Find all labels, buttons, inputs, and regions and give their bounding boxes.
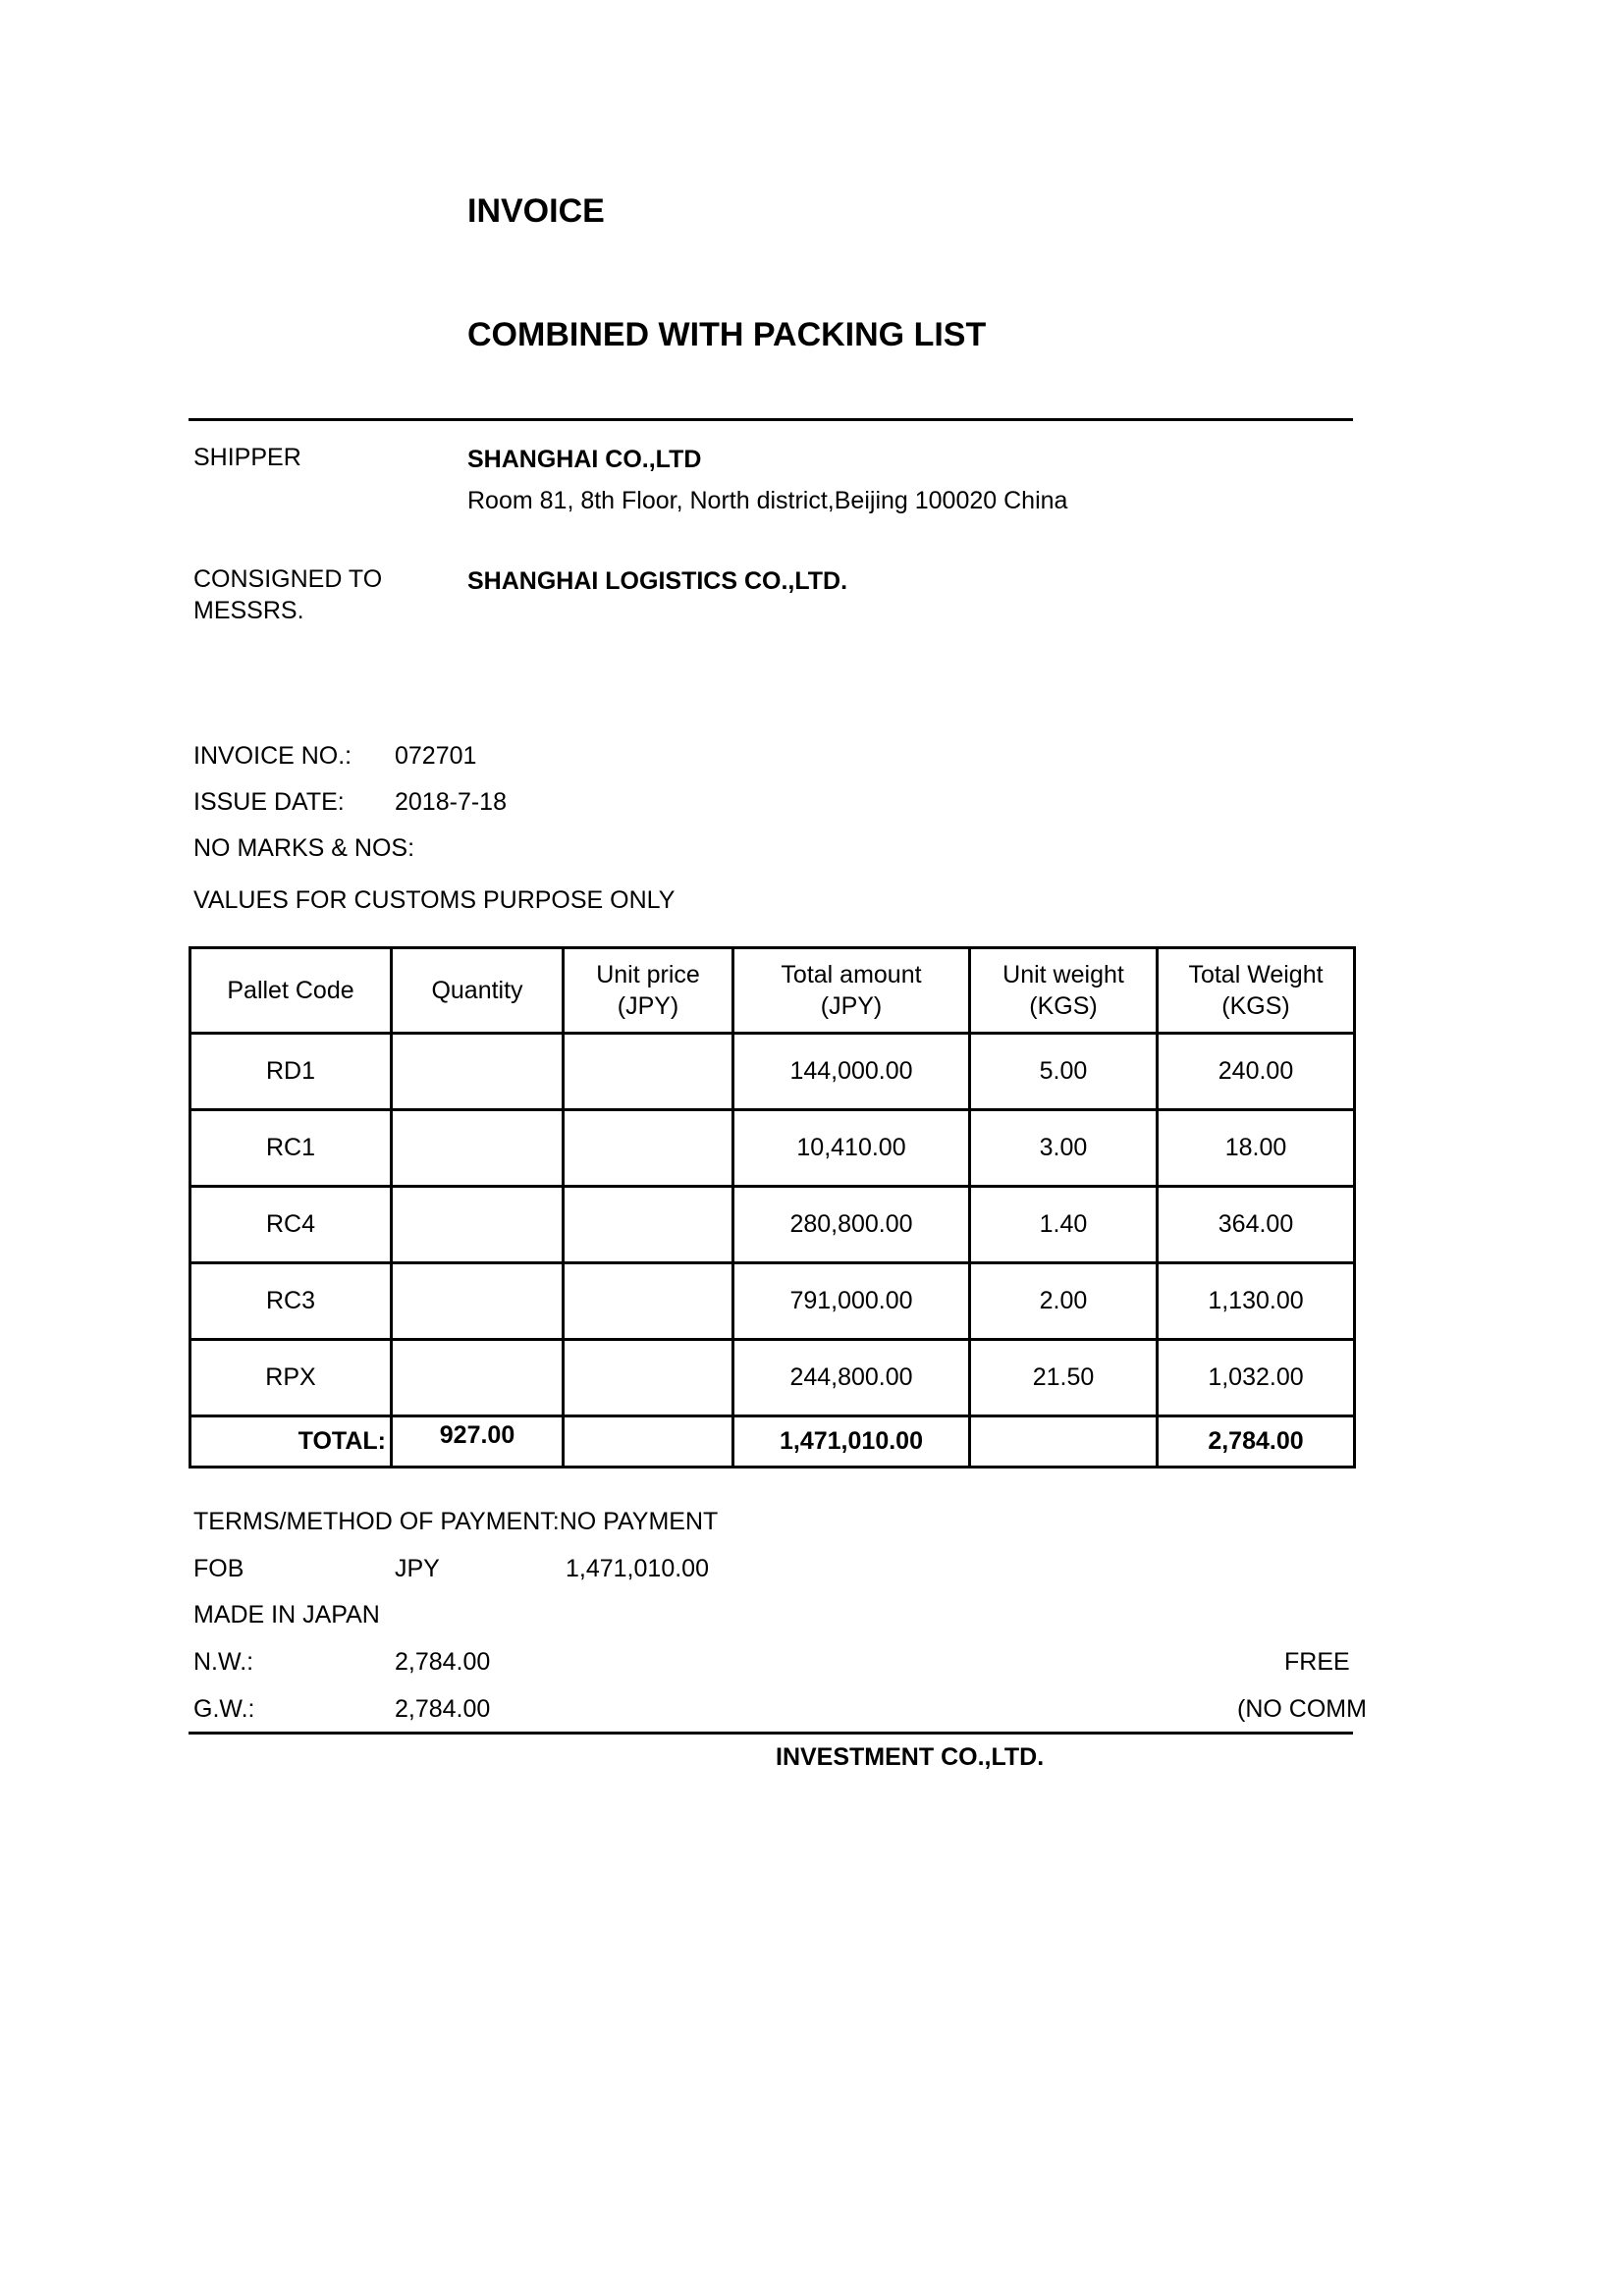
cell-quantity bbox=[392, 1340, 564, 1416]
total-amount: 1,471,010.00 bbox=[733, 1416, 970, 1468]
top-divider bbox=[189, 418, 1353, 421]
shipper-label: SHIPPER bbox=[193, 444, 301, 471]
document-subtitle: COMBINED WITH PACKING LIST bbox=[467, 316, 987, 353]
table-row bbox=[190, 1110, 1355, 1187]
gw-value: 2,784.00 bbox=[395, 1695, 491, 1723]
table-row bbox=[190, 1263, 1355, 1340]
consignee-label-line1: CONSIGNED TO bbox=[193, 565, 383, 593]
consignee-label-line2: MESSRS. bbox=[193, 597, 304, 624]
cell-unit-price bbox=[564, 1263, 733, 1340]
header-unit-weight: Unit weight (KGS) bbox=[970, 948, 1158, 1034]
customs-note: VALUES FOR CUSTOMS PURPOSE ONLY bbox=[193, 886, 676, 914]
issue-date-value: 2018-7-18 bbox=[395, 788, 507, 816]
nw-value: 2,784.00 bbox=[395, 1648, 491, 1676]
cell-unit-price bbox=[564, 1340, 733, 1416]
cell-unit-weight: 3.00 bbox=[970, 1110, 1158, 1187]
total-label: TOTAL: bbox=[190, 1416, 392, 1468]
total-quantity: 927.00 bbox=[392, 1416, 564, 1468]
header-quantity: Quantity bbox=[392, 948, 564, 1034]
cell-quantity bbox=[392, 1034, 564, 1110]
cell-pallet-code: RC1 bbox=[190, 1110, 392, 1187]
cell-pallet-code: RC3 bbox=[190, 1263, 392, 1340]
items-table bbox=[189, 946, 1356, 1468]
gw-label: G.W.: bbox=[193, 1695, 255, 1723]
cell-total-amount: 791,000.00 bbox=[733, 1263, 970, 1340]
invoice-no-label: INVOICE NO.: bbox=[193, 742, 352, 770]
cell-unit-price bbox=[564, 1034, 733, 1110]
origin-note: MADE IN JAPAN bbox=[193, 1601, 380, 1629]
table-header-row bbox=[190, 948, 1355, 1034]
cell-unit-weight: 5.00 bbox=[970, 1034, 1158, 1110]
total-weight: 2,784.00 bbox=[1158, 1416, 1355, 1468]
free-note: FREE bbox=[1284, 1648, 1350, 1676]
table-row bbox=[190, 1187, 1355, 1263]
fob-value: 1,471,010.00 bbox=[566, 1555, 709, 1582]
table-total-row bbox=[190, 1416, 1355, 1468]
nw-label: N.W.: bbox=[193, 1648, 254, 1676]
cell-total-amount: 244,800.00 bbox=[733, 1340, 970, 1416]
shipper-name: SHANGHAI CO.,LTD bbox=[467, 446, 702, 473]
cell-quantity bbox=[392, 1263, 564, 1340]
cell-total-weight: 1,130.00 bbox=[1158, 1263, 1355, 1340]
cell-unit-price bbox=[564, 1187, 733, 1263]
cell-unit-weight: 21.50 bbox=[970, 1340, 1158, 1416]
footer-company: INVESTMENT CO.,LTD. bbox=[776, 1743, 1045, 1771]
fob-label: FOB bbox=[193, 1555, 244, 1582]
cell-unit-weight: 2.00 bbox=[970, 1263, 1158, 1340]
cell-total-amount: 280,800.00 bbox=[733, 1187, 970, 1263]
no-comm-note: (NO COMM bbox=[1237, 1695, 1367, 1723]
cell-pallet-code: RD1 bbox=[190, 1034, 392, 1110]
cell-total-weight: 18.00 bbox=[1158, 1110, 1355, 1187]
consignee-name: SHANGHAI LOGISTICS CO.,LTD. bbox=[467, 567, 848, 595]
fob-currency: JPY bbox=[395, 1555, 440, 1582]
cell-quantity bbox=[392, 1110, 564, 1187]
cell-unit-price bbox=[564, 1110, 733, 1187]
header-pallet-code: Pallet Code bbox=[190, 948, 392, 1034]
cell-total-weight: 240.00 bbox=[1158, 1034, 1355, 1110]
cell-pallet-code: RC4 bbox=[190, 1187, 392, 1263]
table-row bbox=[190, 1034, 1355, 1110]
cell-total-amount: 10,410.00 bbox=[733, 1110, 970, 1187]
shipper-address: Room 81, 8th Floor, North district,Beijing 100020 China bbox=[467, 487, 1068, 514]
payment-terms: TERMS/METHOD OF PAYMENT:NO PAYMENT bbox=[193, 1508, 719, 1535]
cell-total-weight: 1,032.00 bbox=[1158, 1340, 1355, 1416]
cell-unit-weight: 1.40 bbox=[970, 1187, 1158, 1263]
issue-date-label: ISSUE DATE: bbox=[193, 788, 345, 816]
cell-total-weight: 364.00 bbox=[1158, 1187, 1355, 1263]
cell-total-amount: 144,000.00 bbox=[733, 1034, 970, 1110]
table-row bbox=[190, 1340, 1355, 1416]
header-total-weight: Total Weight (KGS) bbox=[1158, 948, 1355, 1034]
header-total-amount: Total amount (JPY) bbox=[733, 948, 970, 1034]
header-unit-price: Unit price (JPY) bbox=[564, 948, 733, 1034]
marks-label: NO MARKS & NOS: bbox=[193, 834, 415, 862]
total-unit-price-empty bbox=[564, 1416, 733, 1468]
cell-quantity bbox=[392, 1187, 564, 1263]
bottom-divider bbox=[189, 1732, 1353, 1735]
invoice-no-value: 072701 bbox=[395, 742, 477, 770]
document-title: INVOICE bbox=[467, 192, 605, 230]
cell-pallet-code: RPX bbox=[190, 1340, 392, 1416]
total-unit-weight-empty bbox=[970, 1416, 1158, 1468]
